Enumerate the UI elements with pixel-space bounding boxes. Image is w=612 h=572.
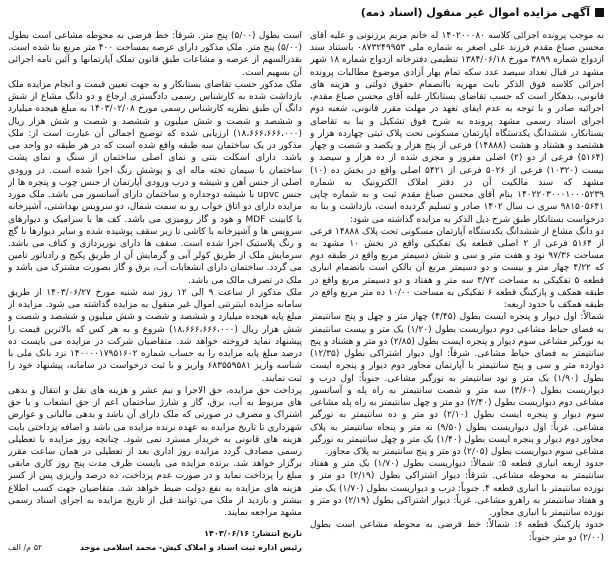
notice-code: ۵۲ م/ الف <box>8 543 43 552</box>
paragraph: ملک مذکور از ساعت ۹ الی ۱۲ روز سه شنبه مورخ ۱۴۰۳/۰۶/۲۷ از طریق سامانه مزایده اینترنتی اموال غیر منقول به مزایده گذاشته می شود. مزایده از مبلغ پایه هیجده میلیارد و ششصد و شصت و شش میلیون و ششصد و شصت و شش هزار ریال (۱۸،۶۶۶،۶۶۶،۰۰۰) شروع و به هر کس که بالاترین قیمت را پیشنهاد نماید فروخته خواهد شد. متقاضیان شرکت در مزایده می بایست ده درصد مبلغ پایه مزایده را به حساب شماره ۱۴۰۰۰۰۱۷۹۵۱۶۰۲ نزد بانک ملی با شناسه واریز ۶۸۳۵۵۹۵۸۱ واریز و با ثبت درخواست در سامانه، پیشنهاد خود را ثبت نمایند. <box>8 287 302 384</box>
paragraph: است بطول (۵/۰۰) پنج متر. شرقاً: خط فرضی به محوطه مشاعی است بطول (۵/۰۰) پنج متر. ملک مذکور دارای عرصه بمساحت ۴۰۰ متر مربع بنا شده است. بقدرالسهم از عرصه و مشاعات طبق قانون تملک آپارتمانها و آئین نامه اجرائی آن بسهیم است. <box>8 31 302 78</box>
notice-title <box>361 6 604 19</box>
right-column <box>310 30 604 566</box>
paragraph: پرداخت حق مزایده، حق الاجرا و نیم عشر و هزینه های نقل و انتقال و بدهی های مربوط به آب، برق، گاز و شارژ ساختمان اعم از حق انشعاب و یا حق اشتراک و مصرف در صورتی که ملک دارای آن باشد و بدهی مالیاتی و عوارض شهرداری تا تاریخ مزایده به عهده برنده مزایده می باشد و اضافه پرداختی بابت هزینه های قانونی به خریدار مسترد نمی شود. چنانچه روز مزایده با تعطیلی رسمی مصادف گردد مزایده روز اداری بعد از تعطیلی در همان ساعت مقرر برگزار خواهد شد. برنده مزایده می بایست ظرف مدت پنج روز کاری مابقی مبلغ را پرداخت نماید و در صورت عدم پرداخت، ده درصد واریزی پس از کسر هزینه های مزایده به نفع دولت ضبط خواهد شد. متقاضیان جهت کسب اطلاع بیشتر و بازدید از ملک می توانند قبل از تاریخ مزایده به اجرای اسناد رسمی مشهد مراجعه نمایند. <box>8 385 302 519</box>
paragraph: دو دانگ مشاع از ششدانگ یکدستگاه آپارتمان مسکونی تحت پلاک ۱۴۸۸۸ فرعی از ۵۱۶۴ فرعی از ۲ اصلی قطعه یک تفکیکی واقع در بخش ۱۰ مشهد به مساحت ۹۷/۳۶ نود و هفت متر و سی و شش دسیمتر مربع واقع در طبقه دوم که ۴/۲۲ چهار متر و بیست و دو دسیمتر مربع آن بالکن است بانضمام انباری قطعه ۵ تفکیکی به مساحت ۳/۷۲ سه متر و هفتاد و دو دسیمتر مربع واقع در طبقه همکف و پارکینگ قطعه ۶ تفکیکی به مساحت ۱۰/۰۰ ده متر مربع واقع در طبقه همکف با حدود اربعه: <box>310 226 604 311</box>
paragraph: حدود پارکینگ قطعه ۶: شمالاً: خط فرضی به محوطه مشاعی است بطول (۲/۰۰) دو متر جنوباً: <box>310 520 604 543</box>
publish-date: تاریخ انتشار: ۱۴۰۳/۰۶/۱۶ <box>204 529 302 538</box>
paragraph: شمالاً: اول دیوار و پنجره ایست بطول (۴/۴۵) چهار متر و چهل و پنج سانتیمتر به فضای حیاط مشاعی دوم دیواریست بطول (۱/۲۰) یک متر و بیست سانتیمتر به نورگیر مشاعی سوم دیوار و پنجره ایست بطول (۲/۸۵) دو متر و هشتاد و پنج سانتیمتر به فضای حیاط مشاعی. شرقاً: اول دیوار اشتراکی بطول (۱۲/۳۵) دوازده متر و سی و پنج سانتیمتر با آپارتمان مجاور دوم دیوار و پنجره ایست بطول (۱/۹۰) یک متر و نود سانتیمتر به نورگیر مشاعی. جنوباً: اول درب و دیواریست بطول (۳/۶۰) سه متر و شصت سانتیمتر به راه پله و آسانسور مشاعی دوم دیواریست بطول (۲/۴۰) دو متر و چهل سانتیمتر به راه پله مشاعی سوم دیوار و پنجره ایست بطول (۲/۱۰) دو متر و ده سانتیمتر به نورگیر مشاعی. غرباً: اول دیواریست بطول (۹/۵۰) نه متر و پنجاه سانتیمتر به پلاک مجاور دوم دیوار و پنجره ایست بطول (۱/۴۰) یک متر و چهل سانتیمتر به نورگیر مشاعی سوم دیواریست بطول (۲/۰۵) دو متر و پنج سانتیمتر به پلاک مجاور. <box>310 312 604 457</box>
paragraph: به موجب پرونده اجرائی کلاسه ۱۴۰۲۰۰۰۸۰ له خانم مریم برزنونی و علیه آقای محسن صباغ مقدم فرزند علی اصغر به شماره ملی ۰۸۷۳۲۴۹۹۵۳ باستناد سند ازدواج شماره ۳۸۹۹ مورخ ۱۳۸۴/۰۶/۱۸ تنظیمی دفترخانه ازدواج شماره ۱۸ شهر مشهد در قبال تعداد سیصد عدد سکه تمام بهار آزادی موضوع مطالبات پرونده اجرائی کلاسه فوق الذکر بابت مهریه باانضمام حقوق دولتی و هزینه های قانونی، بدهکار است که حسب تقاضای بستانکار علیه آقای محسن صباغ مقدم، اجرائیه صادر و با توجه به عدم ایفای تعهد در مهلت مقرر قانونی، شعبه دوم اجرای اسناد رسمی مشهد پرونده به شرح فوق تشکیل و بنا به تقاضای بستانکار، ششدانگ یکدستگاه آپارتمان مسکونی تحت پلاک ثبتی چهارده هزار و هشتصد و هشتاد و هشت (۱۴۸۸۸) فرعی از پنج هزار و یکصد و شصت و چهار (۵۱۶۴) فرعی از دو (۲) اصلی مفروز و مجزی شده از ده هزار و سیصد و بیست (۱۰۳۲۰) فرعی از ۵۰۲۶ فرعی از ۵۴۲۱ اصلی واقع در بخش ده (۱۰) مشهد که سند مالکیت آن در دفتر املاک الکترونیک به شماره ۱۴۰۲۲۰۳۰۰۰۱۰۰۰۵۲۳۹ بنام آقای محسن صباغ مقدم ثبت و به شماره چاپی ۹۸۱۵۰۵۶۴۱ سری ب سال ۱۴۰۲ صادر و تسلیم گردیده است، بازداشت و بنا به درخواست بستانکار طبق شرح ذیل الذکر به مزایده گذاشته می شود: <box>310 31 604 225</box>
paragraph: حدود اربعه انباری قطعه ۵: شمالاً: دیواریست بطول (۱/۷۰) یک متر و هفتاد سانتیمتر به محوطه مشاعی. شرقاً: دیوار اشتراکی بطول (۲/۱۹) دو متر و نوزده سانتیمتر با انباری قطعه ۴. جنوباً: درب و دیواریست بطول (۱/۷۰) یک متر و هفتاد سانتیمتر به راهرو مشاعی. غرباً: دیوار اشتراکی بطول (۲/۱۹) دو متر و نوزده سانتیمتر با انباری مجاور. <box>310 459 604 519</box>
paragraph: ملک مذکور حسب تقاضای بستانکار و به جهت تعیین قیمت و انجام مزایده ملک بازداشت شده به کارشناس رسمی دادگستری ارجاع و دو دانگ مشاع از شش دانگ آن طبق نظریه کارشناس رسمی مورخ ۱۴۰۳/۰۲/۰۸ به مبلغ هیجده میلیارد و ششصد و شصت و شش میلیون و ششصد و شصت و شش هزار ریال (۱۸،۶۶۶،۶۶۶،۰۰۰) ارزیابی شده که توضیح اجمالی آن عبارت است از: ملک مذکور در یک ساختمان سه طبقه واقع شده است که در هر طبقه دو واحد می باشد. دارای اسکلت بتنی و نمای اصلی ساختمان از سنگ و نمای پشت ساختمان با سیمان تخته ماله ای و پوشش رنگ اجرا شده است. در ورودی اصلی از جنس آهن و شیشه و درب ورودی آپارتمان از جنس چوب و پنجره ها از جنس upvc با شیشه دوجداره و ساختمان دارای آسانسور می باشد. ملک مورد مزایده دارای دو اتاق خواب رو به سمت شمال، دو سرویس بهداشتی، آشپزخانه با کابینت MDF و هود و گاز رومیزی می باشد. کف ها با سرامیک و دیوارهای سرویس ها و آشپزخانه با کاشی تا زیر سقف پوشیده شده و سایر دیوارها با گچ و رنگ پلاستیک اجرا شده است. سقف ها دارای نورپردازی و کناف می باشد. سرمایش ملک از طریق کولر آبی و گرمایش آن از طریق پکیج و رادیاتور تامین می گردد. ساختمان دارای انشعابات آب، برق و گاز بصورت مشترک می باشد و ملک در تصرف مالک می باشد. <box>8 79 302 286</box>
signature-row <box>8 543 302 552</box>
square-bullet-icon <box>595 8 604 17</box>
signature: رئیس اداره ثبت اسناد و املاک کیش- محمد اسلامی موحد <box>79 543 302 552</box>
left-column <box>8 30 302 524</box>
notice-title-text: آگهی مزایده اموال غیر منقول (اسناد ذمه) <box>360 6 590 19</box>
